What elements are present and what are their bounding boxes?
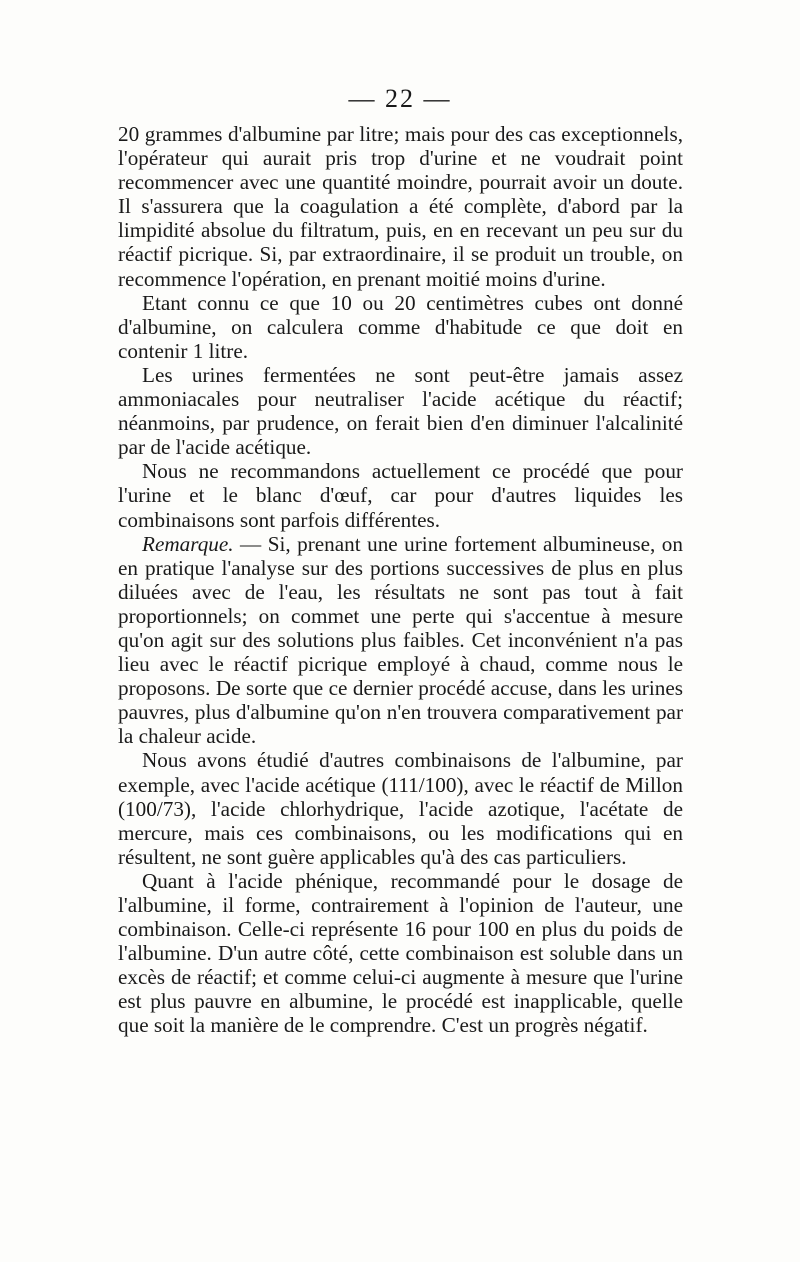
paragraph-7: Quant à l'acide phénique, recommandé pour le dosage de l'albumine, il forme, contrairement à l'opinion de l'auteur, une combinaison. Celle-ci représente 16 pour 100 en plus du poids de l'albumine. D'un autre côté, cette combinaison est soluble dans un excès de réactif; et comme celui-ci augmente à mesure que l'urine est plus pauvre en albumine, le procédé est inapplicable, quelle que soit la manière de le comprendre. C'est un progrès négatif. (118, 868, 683, 1038)
paragraph-4: Nous ne recommandons actuellement ce procédé que pour l'urine et le blanc d'œuf, car pour d'autres liquides les combinaisons sont parfois différentes. (118, 459, 683, 532)
body-text (118, 122, 683, 1038)
paragraph-2: Etant connu ce que 10 ou 20 centimètres cubes ont donné d'albumine, on calculera comme d'habitude ce que doit en contenir 1 litre. (118, 290, 683, 363)
paragraph-3: Les urines fermentées ne sont peut-être jamais assez ammoniacales pour neutraliser l'acide acétique du réactif; néanmoins, par prudence, on ferait bien d'en diminuer l'alcalinité par de l'acide acétique. (118, 362, 683, 460)
remarque-label: Remarque. (142, 531, 234, 556)
paragraph-remarque (118, 532, 683, 749)
paragraph-1: 20 grammes d'albumine par litre; mais pour des cas exceptionnels, l'opérateur qui aurait pris trop d'urine et ne voudrait point recommencer avec une quantité moindre, pourrait avoir un doute. Il s'assurera que la coagulation a été complète, d'abord par la limpidité absolue du filtratum, puis, en en recevant un peu sur du réactif picrique. Si, par extraordinaire, il se produit un trouble, on recommence l'opération, en prenant moitié moins d'urine. (118, 122, 683, 291)
page-number: — 22 — (348, 84, 452, 113)
paragraph-6: Nous avons étudié d'autres combinaisons de l'albumine, par exemple, avec l'acide acétique (111/100), avec le réactif de Millon (100/73), l'acide chlorhydrique, l'acide azotique, l'acétate de mercure, mais ces combinaisons, ou les modifications qui en résultent, ne sont guère applicables qu'à des cas particuliers. (118, 748, 683, 869)
remarque-text: — Si, prenant une urine fortement albumineuse, on en pratique l'analyse sur des portions successives de plus en plus diluées avec de l'eau, les résultats ne sont pas tout à fait proportionnels; on commet une perte qui s'accentue à mesure qu'on agit sur des solutions plus faibles. Cet inconvénient n'a pas lieu avec le réactif picrique employé à chaud, comme nous le proposons. De sorte que ce dernier procédé accuse, dans les urines pauvres, plus d'albumine qu'on n'en trouvera comparativement par la chaleur acide. (118, 531, 683, 749)
